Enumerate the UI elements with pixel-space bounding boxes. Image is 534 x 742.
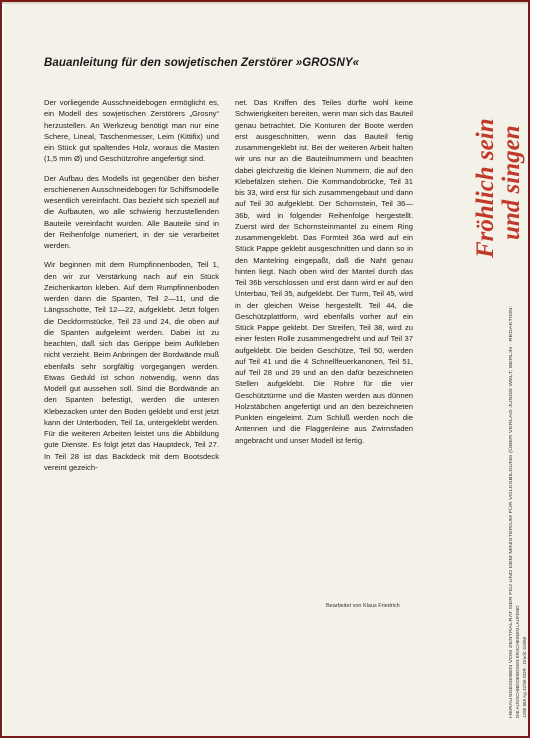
logo-line-2: und singen: [498, 125, 525, 240]
paragraph: net. Das Kniffen des Teiles dürfte wohl keine Schwierigkeiten bereiten, wenn man sich das Bauteil genau betrachtet. Die Konturen der Boote werden erst ausgeschnitten, wenn das Bauteil fertig zusammengeklebt ist. Bei der weiteren Arbeit halten wir uns nur an die Bauteilnummern und beachten dabei gleichzeitig die kleinen Nummern, die auf den Klebefälzen stehen. Die Kommandobrücke, Teil 31 bis 33, wird erst für sich zusammengebaut und dann auf Teil 30 aufgeklebt. Der Schornstein, Teil 36—36b, wird in folgender Reihenfolge hergestellt. Zuerst wird der Schornsteinmantel zu einem Ring zusammengeklebt. Das Formteil 36a wird auf ein Stück Pappe geklebt ausgeschnitten und dann so in den Mantelring eingepaßt, daß die Naht genau hinten liegt. Nach oben wird der Mantel durch das Teil 36b verschlossen und erst dann wird er auf den Unterbau, Teil 35, aufgeklebt. Der Turm, Teil 45, wird in der gleichen Weise hergestellt. Teil 44, die Geschützplattform, wird ebenfalls vorher auf ein Stück Pappe geklebt. Der Streifen, Teil 38, wird zu einer festen Rolle zusammengedreht und auf Teil 37 aufgeklebt. Die beiden Geschütze, Teil 50, werden auf Teil 41 und die 4 Schnellfeuerkanonen, Teil 51, auf Teil 28 und 29 und an den dafür bezeichneten Stellen aufgeklebt. Die Rohre für die vier Geschütztürme und die Masten werden aus dünnen Holzstäbchen angefertigt und an den bezeichneten Punkten eingeleimt. Zum Schluß werden noch die Antennen und die Flaggenleine aus Zwirnsfaden angebracht und unser Modell ist fertig.: [235, 98, 413, 445]
paragraph: Der vorliegende Ausschneidebogen ermöglicht es, ein Modell des sowjetischen Zerstörers „Grosny“ herzustellen. An Werkzeug benötigt man nur eine Schere, Lineal, Taschenmesser, Leim (Kittifix) und ein Stück gut spaltendes Holz, woraus die Masten (1,5 mm Ø) und Geschützrohre angefertigt sind.: [44, 98, 219, 164]
document-title: Bauanleitung für den sowjetischen Zerstörer »GROSNY«: [44, 57, 360, 69]
imprint-line-2: DIE AUSSCHNEIDEBOGEN ERSCHEINEN LAUFEND: [515, 605, 520, 718]
paragraph: Der Aufbau des Modells ist gegenüber den bisher erschienenen Ausschneidebogen für Schiffsmodelle wesentlich vereinfacht. Das bezieht sich speziell auf die Aufbauten, wo alle schwierig herzustellenden Bauteile vereinfacht wurden. Alle Bauteile sind in der Reihenfolge numeriert, in der sie verarbeitet werden.: [44, 173, 219, 250]
imprint-line-1: HERAUSGEGEBEN VOM ZENTRALRAT DER FDJ UND DEM MINISTERIUM FÜR VOLKSBILDUNG (ÜBER VERLAG JUNGE WELT, BERLIN · REDAKTION:: [508, 393, 513, 718]
logo-line-1: Fröhlich sein: [472, 118, 499, 258]
page-top-edge: [2, 2, 528, 4]
froehlich-sein-logo: [464, 62, 526, 260]
text-column-left: [44, 97, 219, 481]
paragraph: Wir beginnen mit dem Rumpfinnenboden, Teil 1, den wir zur Verstärkung nach auf ein Stück Zeichenkarton kleben. Auf dem Rumpfinnenboden werden dann die Spanten, Teil 2—11, und die Längsschotte, Teil 12—22, aufgeklebt. Jetzt folgen die Deckformstücke, Teil 23 und 24, die oben auf die Spanten aufgeleimt werden. Dabei ist zu beachten, daß sich das Gerippe beim Aufkleben nicht verzieht. Beim Anbringen der Bordwände muß ebenfalls sehr sorgfältig vorgegangen werden. Etwas Geduld ist schon notwendig, wenn das Modell gut aussehen soll. Sind die Bordwände an den Spanten befestigt, werden die unteren Klebezacken unter den Boden geklebt und erst jetzt kann der Unterboden, Teil 1a, untergeklebt werden. Für die weiteren Arbeiten leistet uns die Abbildung gute Dienste. Es folgt jetzt das Hauptdeck, Teil 27. In Teil 28 ist das Backdeck mit dem Bootsdeck vereint gezeich-: [44, 260, 219, 472]
author-credit: Bearbeitet von Klaus Friedrich: [326, 603, 400, 609]
text-column-right: [235, 97, 413, 454]
imprint-line-3: 1285 885 Ag 42/56 DDR · Druck: 5/4/69: [522, 636, 527, 718]
publisher-imprint: [505, 300, 529, 720]
